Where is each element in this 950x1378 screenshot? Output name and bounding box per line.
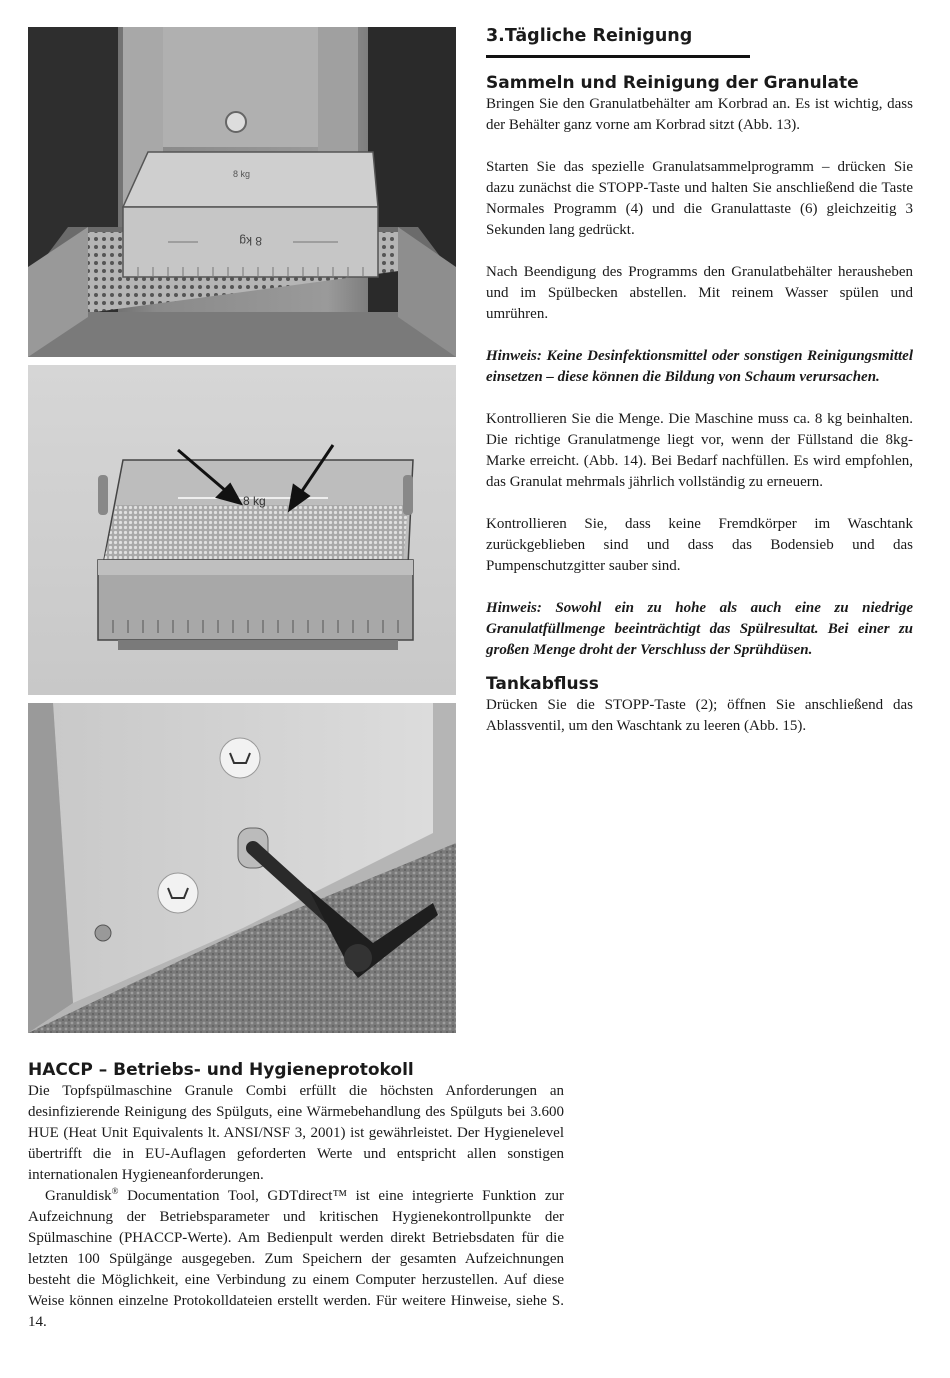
haccp-p2-rest: Documentation Tool, GDTdirect™ ist eine integrierte Funktion zur Aufzeichnung der Betriebsparameter und kritischen Hygienekontrollpunkte der Spülmaschine (PHACCP-Werte). Am Bedienpult werden direkt Betriebsdaten für die letzten 100 Spülgänge ausgegeben. Zum Speichern der gesamten Aufzeichnungen besteht die Möglichkeit, eine Verbindung zu einem Computer herzustellen. Auf diese Weise können einzelne Protokolldateien erstellt werden. Für weitere Hinweise, siehe S. 14.	[28, 1188, 564, 1330]
photo2-mark: 8 kg	[243, 494, 266, 508]
haccp-heading: HACCP – Betriebs- und Hygieneprotokoll	[28, 1060, 414, 1080]
photo-drain-valve	[28, 703, 456, 1033]
haccp-p2-brand: Granuldisk	[45, 1188, 112, 1204]
right-column	[486, 24, 913, 737]
granulate-p3: Nach Beendigung des Programms den Granulatbehälter herausheben und im Spülbecken abstellen. Mit reinem Wasser spülen und umrühren.	[486, 264, 913, 322]
granulate-heading: Sammeln und Reinigung der Granulate	[486, 73, 859, 93]
photo1-mark-top: 8 kg	[233, 169, 251, 179]
title-rule	[486, 55, 750, 58]
section-title: 3.Tägliche Reinigung	[486, 26, 693, 46]
granulate-p1: Bringen Sie den Granulatbehälter am Korbrad an. Es ist wichtig, dass der Behälter ganz vorne am Korbrad sitzt (Abb. 13).	[486, 96, 913, 133]
granulate-p5: Kontrollieren Sie, dass keine Fremdkörper im Waschtank zurückgeblieben sind und dass das Bodensieb und das Pumpenschutzgitter sauber sind.	[486, 516, 913, 574]
drain-heading: Tankabfluss	[486, 674, 599, 694]
haccp-p1: Die Topfspülmaschine Granule Combi erfüllt die höchsten Anforderungen an desinfizierende Reinigung des Spülguts, eine Wärmebehandlung des Spülguts bei 3.600 HUE (Heat Unit Equivalents lt. ANSI/NSF 3, 2001) ist gewährleistet. Der Hygienelevel übertrifft die in EU-Auflagen geforderten Werte und entspricht allen sonstigen internationalen Hygieneanforderungen.	[28, 1083, 564, 1183]
granulate-note1: Hinweis: Keine Desinfektionsmittel oder sonstigen Reinigungsmittel einsetzen – diese können die Bildung von Schaum verursachen.	[486, 348, 913, 385]
photo1-mark-front: 8 kg	[239, 234, 262, 248]
granulate-p4: Kontrollieren Sie die Menge. Die Maschine muss ca. 8 kg beinhalten. Die richtige Granulatmenge liegt vor, wenn der Füllstand die 8kg-Marke erreicht. (Abb. 14). Bei Bedarf nachfüllen. Es wird empfohlen, das Granulat mehrmals jährlich vollständig zu erneuern.	[486, 411, 913, 490]
photo-container-filled-granulate	[28, 365, 456, 695]
granulate-p2: Starten Sie das spezielle Granulatsammelprogramm – drücken Sie dazu zunächst die STOPP-Taste und halten Sie anschließend die Taste Normales Programm (4) und die Granulattaste (6) gleichzeitig 3 Sekunden lang gedrückt.	[486, 159, 913, 238]
photo-container-on-basket-wheel	[28, 27, 456, 357]
haccp-section	[28, 1059, 564, 1333]
haccp-p2	[28, 1186, 564, 1333]
drain-p1: Drücken Sie die STOPP-Taste (2); öffnen Sie anschließend das Ablassventil, um den Waschtank zu leeren (Abb. 15).	[486, 697, 913, 734]
granulate-note2: Hinweis: Sowohl ein zu hohe als auch eine zu niedrige Granulatfüllmenge beeinträchtigt das Spülresultat. Bei einer zu großen Menge droht der Verschluss der Sprühdüsen.	[486, 600, 913, 658]
registered-mark: ®	[111, 1186, 119, 1196]
